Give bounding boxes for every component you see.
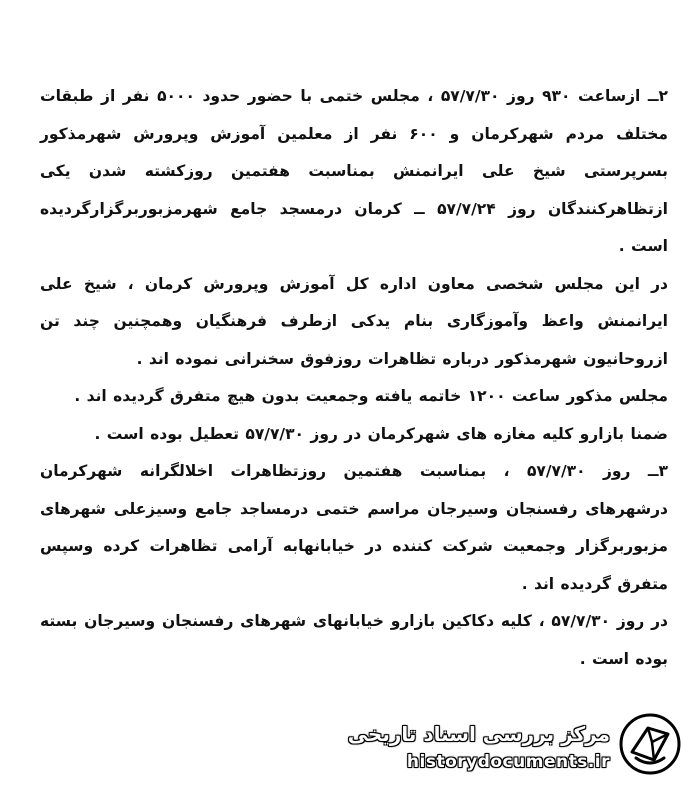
paragraph-section-3: ۳ــ روز ۵۷/۷/۳۰ ، بمناسبت هفتمین روزتظاهرات اخلالگرانه شهرکرمان درشهرهای رفسنجان وسیرجان مراسم ختمی درمساجد جامع وسیزعلی شهرهای مزبوربرگزار وجمعیت شرکت کننده در خیابانهابه آرامی تظاهرات کرده وسپس متفرق گردیده اند . [40,462,668,593]
archive-website: historydocuments.ir [406,752,610,772]
archive-watermark [347,712,682,782]
paragraph-speakers: در این مجلس شخصی معاون اداره کل آموزش وپرورش کرمان ، شیخ علی ایرانمنش واعظ وآموزگاری بنام یدکی ازطرف فرهنگیان وهمچنین چند تن ازروحانیون شهرمذکور درباره تظاهرات روزفوق سخنرانی نموده اند . [40,274,668,368]
paragraph-section-2: ۲ــ ازساعت ۹۳۰ روز ۵۷/۷/۳۰ ، مجلس ختمی با حضور حدود ۵۰۰۰ نفر از طبقات مختلف مردم شهرکرمان و ۶۰۰ نفر از معلمین آموزش وپرورش شهرمذکور بسرپرستی شیخ علی ایرانمنش بمناسبت هفتمین روزکشته شدن یکی ازتظاهرکنندگان روز ۵۷/۷/۲۴ ــ کرمان درمسجد جامع شهرمزبوربرگزارگردیده است . [40,87,669,255]
document-archive-logo-icon [618,712,682,776]
paragraph-meeting-end: مجلس مذکور ساعت ۱۲۰۰ خاتمه یافته وجمعیت بدون هیچ متفرق گردیده اند . [74,387,668,405]
document-body [40,78,668,678]
paragraph-shops-closed: در روز ۵۷/۷/۳۰ ، کلیه دکاکین بازارو خیابانهای شهرهای رفسنجان وسیرجان بسته بوده است . [40,612,668,668]
paragraph-bazaar-closed: ضمنا بازارو کلیه مغازه های شهرکرمان در روز ۵۷/۷/۳۰ تعطیل بوده است . [94,424,668,443]
archive-org-name: مرکز بررسی اسناد تاریخی [347,722,610,746]
